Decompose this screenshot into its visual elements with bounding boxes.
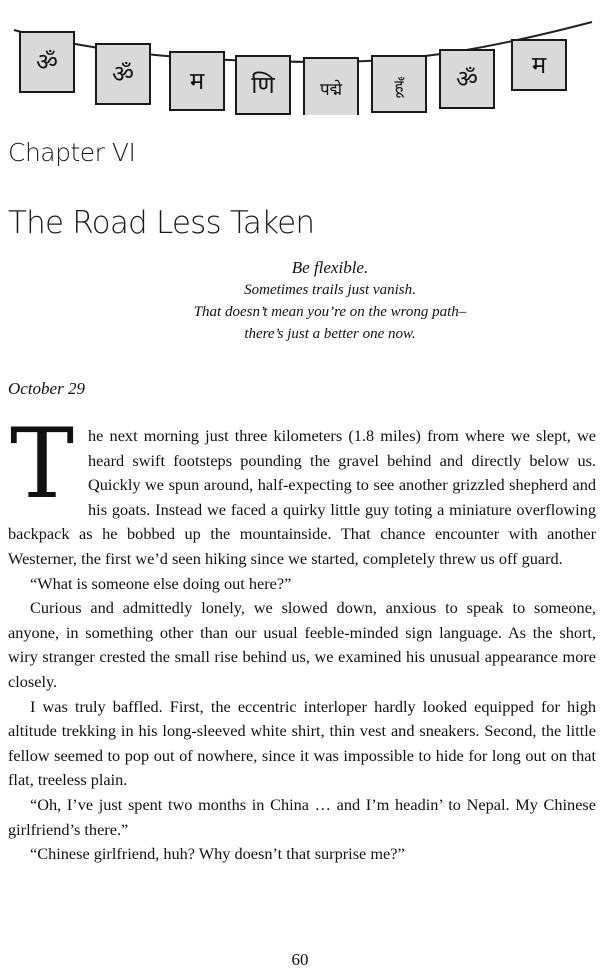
prayer-flags-icon [0, 0, 600, 115]
prayer-flag-glyph: म [531, 51, 547, 79]
epigraph-line: Sometimes trails just vanish. [244, 282, 416, 298]
prayer-flag-glyph: म [189, 67, 205, 95]
prayer-flags-banner [0, 0, 600, 115]
epigraph-line: Be flexible. [291, 258, 369, 277]
epigraph-line: there’s just a better one now. [244, 326, 416, 342]
paragraph: “Oh, I’ve just spent two months in China … and I’m headin’ to Nepal. My Chinese girlfriend’s there.” [8, 794, 596, 839]
chapter-label: Chapter VI [8, 138, 136, 167]
prayer-flag-glyph: णि [251, 71, 275, 99]
paragraph: Curious and admittedly lonely, we slowed down, anxious to speak to someone, anyone, in something other than our usual feeble-minded sign language. As the short, wiry stranger crested the small rise behind us, we examined his unusual appearance more closely. [8, 598, 596, 691]
prayer-flag-glyph: ॐ [112, 60, 134, 88]
chapter-title: The Road Less Taken [8, 205, 315, 241]
prayer-flag-glyph: ॐ [36, 48, 58, 76]
drop-cap: T [10, 408, 75, 520]
paragraph: he next morning just three kilometers (1.8 miles) from where we slept, we heard swift footsteps pounding the gravel behind and directly below us. Quickly we spun around, half-expecting to see another grizzled shepherd and his goats. Instead we faced a quirky little guy toting a miniature overflowing backpack as he bobbed up the mountainside. That chance encounter with another Westerner, the first we’d seen hiking since we started, completely threw us off guard. [8, 426, 596, 568]
page-number: 60 [291, 950, 309, 969]
prayer-flag-glyph: पद्मे [319, 80, 343, 100]
epigraph-line: That doesn’t mean you’re on the wrong path– [193, 304, 467, 320]
body-text [8, 408, 596, 867]
paragraph: “Chinese girlfriend, huh? Why doesn’t that surprise me?” [30, 844, 405, 864]
prayer-flag-glyph: हूँ [394, 77, 404, 97]
epigraph [130, 257, 530, 345]
paragraph: “What is someone else doing out here?” [30, 573, 292, 593]
entry-date: October 29 [8, 379, 85, 398]
paragraph: I was truly baffled. First, the eccentric interloper hardly looked equipped for high altitude trekking in his long-sleeved white shirt, thin vest and sneakers. Second, the little fellow seemed to pop out of nowhere, since it was impossible to hide for long out on that flat, treeless plain. [8, 696, 596, 790]
prayer-flag-glyph: ॐ [456, 65, 478, 93]
